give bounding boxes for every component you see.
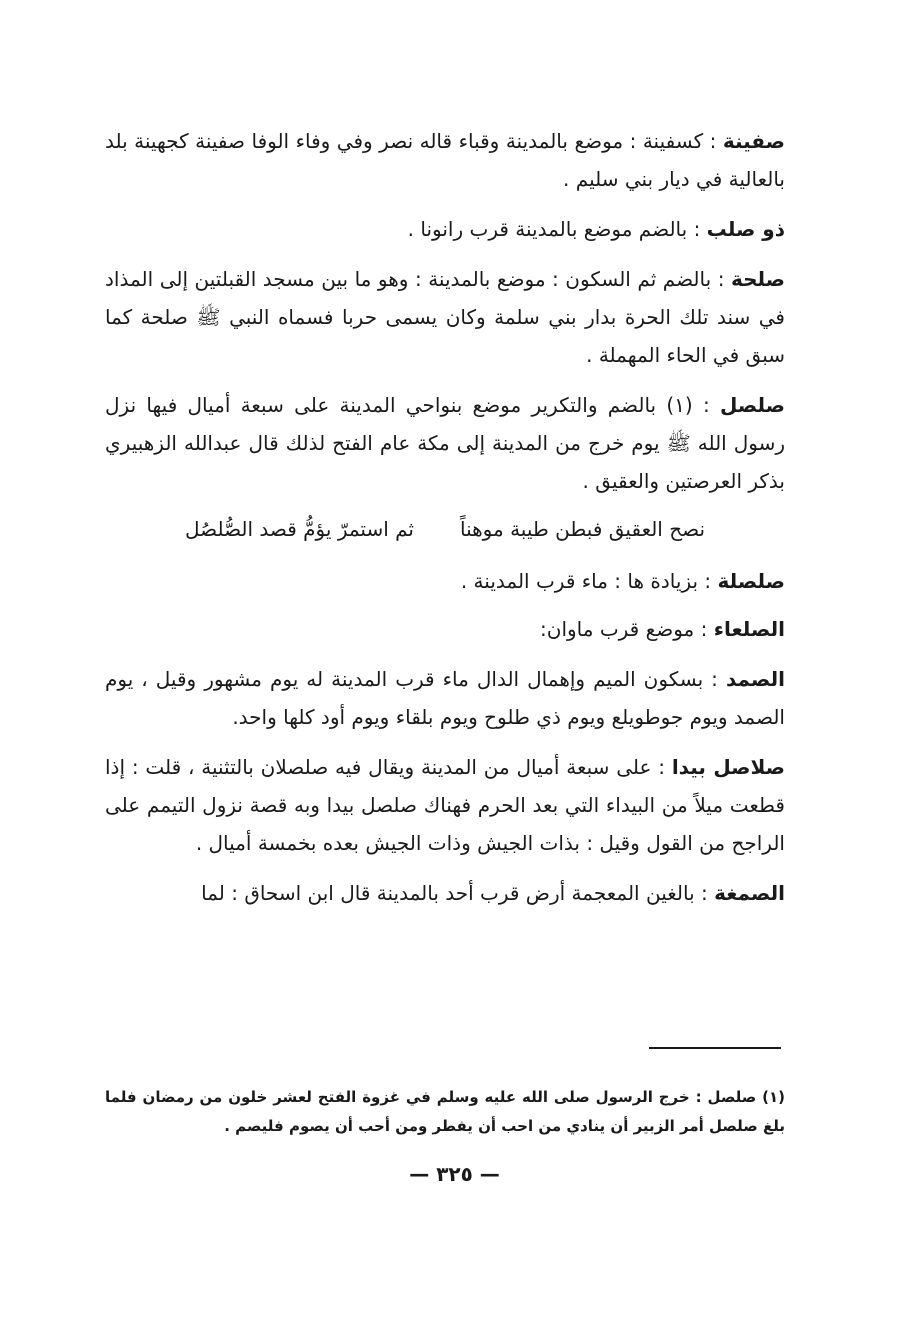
entry-term: الصمد <box>725 667 785 691</box>
entry-text: : بسكون الميم وإهمال الدال ماء قرب المدينة له يوم مشهور وقيل ، يوم الصمد ويوم جوطويلع ويوم ذي طلوح ويوم بلقاء ويوم أود كلها واحد. <box>105 667 785 729</box>
entry-text: : على سبعة أميال من المدينة ويقال فيه صلصلان بالتثنية ، قلت : إذا قطعت ميلاً من البيداء التي بعد الحرم فهناك صلصل بيدا وبه قصة نزول التيمم على الراجح من القول وقيل : بذات الجيش وذات الجيش بعده بخمسة أميال . <box>105 755 785 855</box>
page-number: — ٣٢٥ — <box>409 1162 500 1186</box>
entry-term: صفينة <box>722 129 786 153</box>
entry-dhu-sulb <box>105 210 785 248</box>
verse-first-hemistich: نصح العقيق فبطن طيبة موهناً <box>460 517 706 541</box>
entry-text: : بالضم ثم السكون : موضع بالمدينة : وهو ما بين مسجد القبلتين إلى المذاد في سند تلك الحرة بدار بني سلمة وكان يسمى حربا فسماه النبي ﷺ صلحة كما سبق في الحاء المهملة . <box>105 267 785 367</box>
entry-al-samgha <box>105 874 785 912</box>
footnote-text: (١) صلصل : خرج الرسول صلى الله عليه وسلم في غزوة الفتح لعشر خلون من رمضان فلما بلغ صلصل أمر الزبير أن ينادي من احب أن يفطر ومن أحب أن يصوم فليصم . <box>105 1088 785 1135</box>
entry-sulsula <box>105 562 785 600</box>
footnote <box>105 1083 785 1141</box>
entry-term: صلحة <box>730 267 786 291</box>
entry-text: : موضع قرب ماوان: <box>540 617 708 641</box>
entry-text: : بالغين المعجمة أرض قرب أحد بالمدينة قال ابن اسحاق : لما <box>201 881 708 905</box>
entry-term: صلصل <box>719 393 785 417</box>
entry-text: : بزيادة ها : ماء قرب المدينة . <box>460 569 712 593</box>
entry-sulsul <box>105 386 785 500</box>
entry-salasil-bayda <box>105 748 785 862</box>
entry-text: : بالضم موضع بالمدينة قرب رانونا . <box>407 217 701 241</box>
entry-al-sala <box>105 610 785 648</box>
entry-term: الصلعاء <box>713 617 785 641</box>
entry-term: ذو صلب <box>706 217 785 241</box>
entry-term: صلصلة <box>717 569 785 593</box>
verse-second-hemistich: ثم استمرّ يؤمُّ قصد الصُّلصُل <box>184 517 414 541</box>
poetry-verse <box>105 510 785 548</box>
entry-safina <box>105 122 785 198</box>
entry-term: الصمغة <box>714 881 785 905</box>
entry-text: : (١) بالضم والتكرير موضع بنواحي المدينة على سبعة أميال فيها نزل رسول الله ﷺ يوم خرج من المدينة إلى مكة عام الفتح لذلك قال عبدالله الزهبيري بذكر العرصتين والعقيق . <box>105 393 785 493</box>
page-body <box>105 122 785 924</box>
entry-term: صلاصل بيدا <box>671 755 786 779</box>
entry-sulha <box>105 260 785 374</box>
footnote-divider <box>649 1047 781 1049</box>
entry-text: : كسفينة : موضع بالمدينة وقباء قاله نصر وفي وفاء الوفا صفينة كجهينة بلد بالعالية في ديار بني سليم . <box>105 129 785 191</box>
entry-al-samad <box>105 660 785 736</box>
